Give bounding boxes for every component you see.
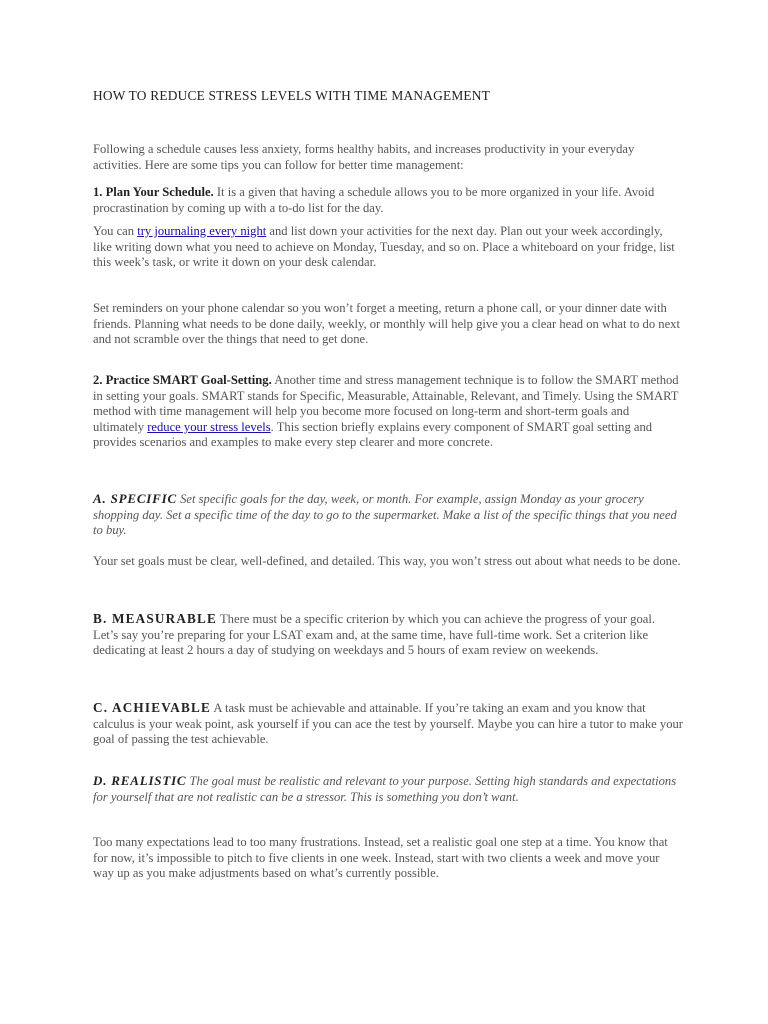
specific-paragraph [93, 491, 683, 539]
realistic-text: The goal must be realistic and relevant to your purpose. Setting high standards and expectations for yourself that are not realistic can be a stressor. This is something you don’t want. [93, 774, 677, 804]
realistic-paragraph [93, 773, 683, 805]
smart-heading: 2. Practice SMART Goal-Setting. [93, 373, 272, 387]
measurable-text: There must be a specific criterion by which you can achieve the progress of your goal. Let’s say you’re preparing for your LSAT exam and, at the same time, have full-time work. Set a criterion like dedicating at least 2 hours a day of studying on weekdays and 5 hours of exam review on weekends. [93, 612, 656, 658]
plan-text: It is a given that having a schedule allows you to be more organized in your life. Avoid procrastination by coming up with a to-do list for the day. [93, 185, 655, 215]
achievable-paragraph [93, 700, 683, 748]
journal-paragraph [93, 224, 683, 271]
smart-text-after: . This section briefly explains every component of SMART goal setting and provides scenarios and examples to make every step clearer and more concrete. [93, 419, 653, 450]
realistic-followup-paragraph: Too many expectations lead to too many frustrations. Instead, set a realistic goal one step at a time. You know that for now, it’s impossible to pitch to five clients in one week. Instead, start with two clients a week and move your way up as you make adjustments based on what’s currently possible. [93, 835, 668, 881]
journal-text-after: and list down your activities for the next day. Plan out your week accordingly, like writing down what you need to achieve on Monday, Tuesday, and so on. Place a whiteboard on your fridge, list this week’s task, or write it down on your desk calendar. [93, 224, 675, 270]
measurable-heading: B. MEASURABLE [93, 611, 218, 626]
smart-paragraph [93, 373, 683, 451]
smart-text-before: Another time and stress management technique is to follow the SMART method in setting your goals. SMART stands for Specific, Measurable, Attainable, Relevant, and Timely. Using the SMART method with time management will help you become more focused on long-term and short-term goals and ultimately [93, 373, 679, 434]
specific-followup-paragraph: Your set goals must be clear, well-defined, and detailed. This way, you won’t stress out about what needs to be done. [93, 554, 681, 568]
reminders-paragraph: Set reminders on your phone calendar so you won’t forget a meeting, return a phone call, or your dinner date with friends. Planning what needs to be done daily, weekly, or monthly will help give you a clear head on what to do next and not scramble over the things that need to get done. [93, 301, 680, 347]
specific-text: Set specific goals for the day, week, or month. For example, assign Monday as your grocery shopping day. Set a specific time of the day to go to the supermarket. Make a list of the specific things that you need to buy. [93, 492, 677, 538]
realistic-heading: D. REALISTIC [93, 773, 187, 788]
journaling-link[interactable]: try journaling every night [137, 224, 267, 238]
journal-text-before: You can [93, 224, 138, 238]
plan-paragraph [93, 185, 683, 216]
specific-heading: A. SPECIFIC [93, 491, 177, 506]
achievable-text: A task must be achievable and attainable. If you’re taking an exam and you know that calculus is your weak point, ask yourself if you can ace the test by yourself. Maybe you can hire a tutor to make your goal of passing the test achievable. [93, 701, 683, 747]
achievable-heading: C. ACHIEVABLE [93, 700, 211, 715]
plan-heading: 1. Plan Your Schedule. [93, 185, 214, 199]
document-title: HOW TO REDUCE STRESS LEVELS WITH TIME MANAGEMENT [93, 88, 491, 103]
measurable-paragraph [93, 611, 683, 659]
stress-levels-link[interactable]: reduce your stress levels [147, 419, 271, 434]
intro-paragraph: Following a schedule causes less anxiety, forms healthy habits, and increases productivity in your everyday activities. Here are some tips you can follow for better time management: [93, 142, 635, 172]
